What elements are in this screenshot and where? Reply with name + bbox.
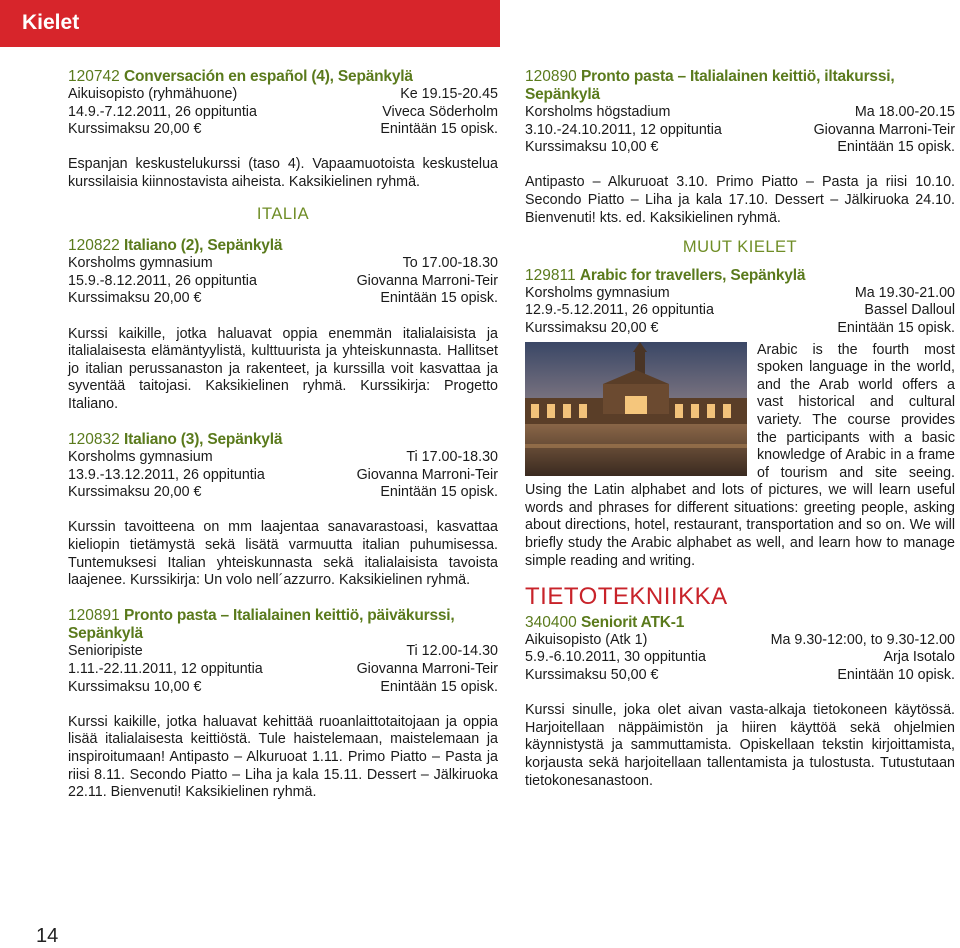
course-dates: 13.9.-13.12.2011, 26 oppituntia [68, 466, 265, 483]
course-location: Aikuisopisto (Atk 1) [525, 631, 648, 648]
course-info-row [525, 302, 955, 320]
course-location: Aikuisopisto (ryhmähuone) [68, 86, 238, 102]
course-description: Antipasto – Alkuruoat 3.10. Primo Piatto – Pasta ja riisi 10.10. Secondo Piatto – Liha ja kala 17.10. Dessert – Jälkiruoka 24.10. Bienvenuti! kts. ed. Kaksikielinen ryhmä. [525, 174, 955, 226]
course-name: Pronto pasta – Italialainen keittiö, iltakurssi, [581, 68, 895, 85]
course-120890 [525, 68, 955, 227]
course-title [68, 607, 498, 643]
course-time: Ti 12.00-14.30 [406, 643, 498, 660]
course-description: Kurssi kaikille, jotka haluavat oppia enemmän italialaisista ja italialaisesta elämäntyylistä, kulttuurista ja yhteiskunnasta. Hallitset jo italian perussanaston ja rakenteet, ja kurssilla voit kasvattaa ja syventää taitojasi. Kaksikielinen ryhmä. Kurssikirja: Progetto Italiano. [68, 325, 498, 412]
course-teacher: Giovanna Marroni-Teir [356, 272, 498, 289]
mosque-courtyard-image [525, 342, 747, 476]
course-fee: Kurssimaksu 20,00 € [68, 121, 202, 138]
course-title [525, 68, 955, 104]
course-129811 [525, 267, 955, 571]
section-heading-italia: ITALIA [256, 204, 310, 223]
course-description: Arabic is the fourth most spoken language in the world, and the Arab world offers a vast historical and cultural variety. The course provides the participants with a basic knowledge of Arabic in a frame of tourism and site seeing. Using the Latin alphabet and lots of pictures, we will learn useful words and phrases for different situations: greeting people, asking about directions, hotel, restaurant, transportation and so on. We will briefly study the Arabic alphabet as well, and learn how to manage simple reading and writing. [525, 341, 955, 569]
course-name: Italiano (3), Sepänkylä [124, 431, 283, 449]
course-dates: 15.9.-8.12.2011, 26 oppituntia [68, 272, 257, 289]
course-dates: 1.11.-22.11.2011, 12 oppituntia [68, 661, 263, 678]
course-code: 120742 [68, 68, 120, 85]
course-capacity: Enintään 10 opisk. [837, 667, 955, 684]
course-info-row [68, 104, 498, 122]
course-code: 340400 [525, 613, 577, 631]
course-120891 [68, 607, 498, 801]
course-capacity: Enintään 15 opisk. [380, 290, 498, 307]
course-120822 [68, 237, 498, 413]
course-code: 129811 [525, 266, 576, 284]
course-120742 [68, 68, 498, 192]
course-title [525, 614, 955, 632]
course-info-row [525, 632, 955, 650]
section-tab-label: Kielet [22, 11, 80, 34]
course-info-row [68, 290, 498, 308]
course-name-cont: Sepänkylä [525, 86, 600, 103]
course-name: Pronto pasta – Italialainen keittiö, päiväkurssi, [124, 607, 455, 625]
course-fee: Kurssimaksu 10,00 € [68, 678, 202, 695]
course-time: Ma 19.30-21.00 [854, 284, 955, 301]
page-number: 14 [36, 925, 59, 947]
course-location: Korsholms gymnasium [68, 449, 213, 466]
course-title [68, 68, 498, 86]
course-teacher: Arja Isotalo [883, 649, 955, 666]
right-column [525, 68, 955, 790]
course-teacher: Bassel Dalloul [864, 302, 955, 319]
course-fee: Kurssimaksu 20,00 € [525, 319, 659, 336]
course-fee: Kurssimaksu 50,00 € [525, 667, 659, 684]
course-120832 [68, 431, 498, 590]
course-info-row [68, 661, 498, 679]
course-code: 120890 [525, 68, 577, 85]
course-time: Ma 9.30-12:00, to 9.30-12.00 [770, 631, 955, 648]
course-location: Korsholms gymnasium [525, 284, 670, 301]
course-description: Espanjan keskustelukurssi (taso 4). Vapaamuotoista keskustelua kurssilaisia kiinnostavista aiheista. Kaksikielinen ryhmä. [68, 156, 498, 190]
left-column [68, 68, 498, 802]
course-name-cont: Sepänkylä [68, 625, 143, 643]
course-info-row [525, 320, 955, 338]
course-info-row [525, 104, 955, 122]
course-capacity: Enintään 15 opisk. [837, 319, 955, 336]
course-info-row [68, 643, 498, 661]
course-info-row [68, 86, 498, 104]
course-fee: Kurssimaksu 20,00 € [68, 484, 202, 501]
course-info-row [68, 121, 498, 139]
course-name: Conversación en español (4), Sepänkylä [124, 68, 413, 85]
course-capacity: Enintään 15 opisk. [380, 121, 498, 138]
course-info-row [525, 122, 955, 140]
course-info-row [68, 467, 498, 485]
section-tab [0, 0, 500, 47]
course-info-row [525, 285, 955, 303]
course-name: Seniorit ATK-1 [581, 613, 685, 631]
course-title [68, 431, 498, 449]
section-heading-tietotekniikka: TIETOTEKNIIKKA [525, 583, 728, 611]
course-fee: Kurssimaksu 10,00 € [525, 139, 659, 156]
course-name: Arabic for travellers, Sepänkylä [579, 266, 806, 284]
course-dates: 14.9.-7.12.2011, 26 oppituntia [68, 103, 257, 120]
course-teacher: Giovanna Marroni-Teir [356, 661, 498, 678]
course-description: Kurssin tavoitteena on mm laajentaa sanavarastoasi, kasvattaa kieliopin tietämystä sekä lisätä varmuutta italian puhumisessa. Tuntemuksesi Italian yhteiskunnasta sekä italialaisista tavoista laajenee. Kurssikirja: Un volo nell´azzurro. Kaksikielinen ryhmä. [68, 519, 498, 589]
course-description: Kurssi sinulle, joka olet aivan vasta-alkaja tietokoneen käytössä. Harjoitellaan näppäimistön ja hiiren käyttöä sekä ohjelmien käynnistystä ja sammuttamista. Opiskellaan tekstin kirjoittamista, korjausta sekä harjoitellaan tallentamista ja tulostusta. Tutustutaan tietokonesanastoon. [525, 702, 955, 789]
course-time: To 17.00-18.30 [402, 255, 498, 272]
course-info-row [68, 255, 498, 273]
course-name: Italiano (2), Sepänkylä [124, 237, 283, 255]
course-title [68, 237, 498, 255]
course-info-row [525, 667, 955, 685]
course-location: Senioripiste [68, 643, 143, 660]
course-fee: Kurssimaksu 20,00 € [68, 290, 202, 307]
course-code: 120832 [68, 431, 120, 449]
course-location: Korsholms högstadium [525, 104, 671, 120]
course-code: 120822 [68, 237, 120, 255]
course-dates: 3.10.-24.10.2011, 12 oppituntia [525, 121, 722, 138]
course-capacity: Enintään 15 opisk. [380, 678, 498, 695]
course-time: Ti 17.00-18.30 [406, 449, 498, 466]
course-dates: 12.9.-5.12.2011, 26 oppituntia [525, 302, 714, 319]
course-capacity: Enintään 15 opisk. [837, 139, 955, 156]
course-description: Kurssi kaikille, jotka haluavat kehittää ruoanlaittotaitojaan ja oppia lisää italialaisesta keittiöstä. Tule haistelemaan, maistelemaan ja inspiroitumaan! Antipasto – Alkuruoat 1.11. Primo Piatto – Pasta ja riisi 8.11. Secondo Piatto – Liha ja kala 15.11. Dessert – Jälkiruoka 22.11. Bienvenuti! Kaksikielinen ryhmä. [68, 713, 498, 801]
course-code: 120891 [68, 607, 120, 625]
course-teacher: Giovanna Marroni-Teir [813, 121, 955, 138]
course-teacher: Viveca Söderholm [382, 103, 498, 120]
course-time: Ma 18.00-20.15 [854, 104, 955, 120]
course-info-row [68, 484, 498, 502]
course-info-row [525, 649, 955, 667]
course-info-row [525, 139, 955, 157]
course-time: Ke 19.15-20.45 [400, 86, 498, 102]
course-info-row [68, 449, 498, 467]
damascus-mosque-photo [525, 342, 747, 476]
course-location: Korsholms gymnasium [68, 255, 213, 272]
course-capacity: Enintään 15 opisk. [380, 484, 498, 501]
course-title [525, 267, 955, 285]
course-info-row [68, 273, 498, 291]
course-teacher: Giovanna Marroni-Teir [356, 466, 498, 483]
section-heading-muut-kielet: MUUT KIELET [682, 238, 798, 257]
course-340400 [525, 614, 955, 790]
course-info-row [68, 679, 498, 697]
course-dates: 5.9.-6.10.2011, 30 oppituntia [525, 649, 706, 666]
